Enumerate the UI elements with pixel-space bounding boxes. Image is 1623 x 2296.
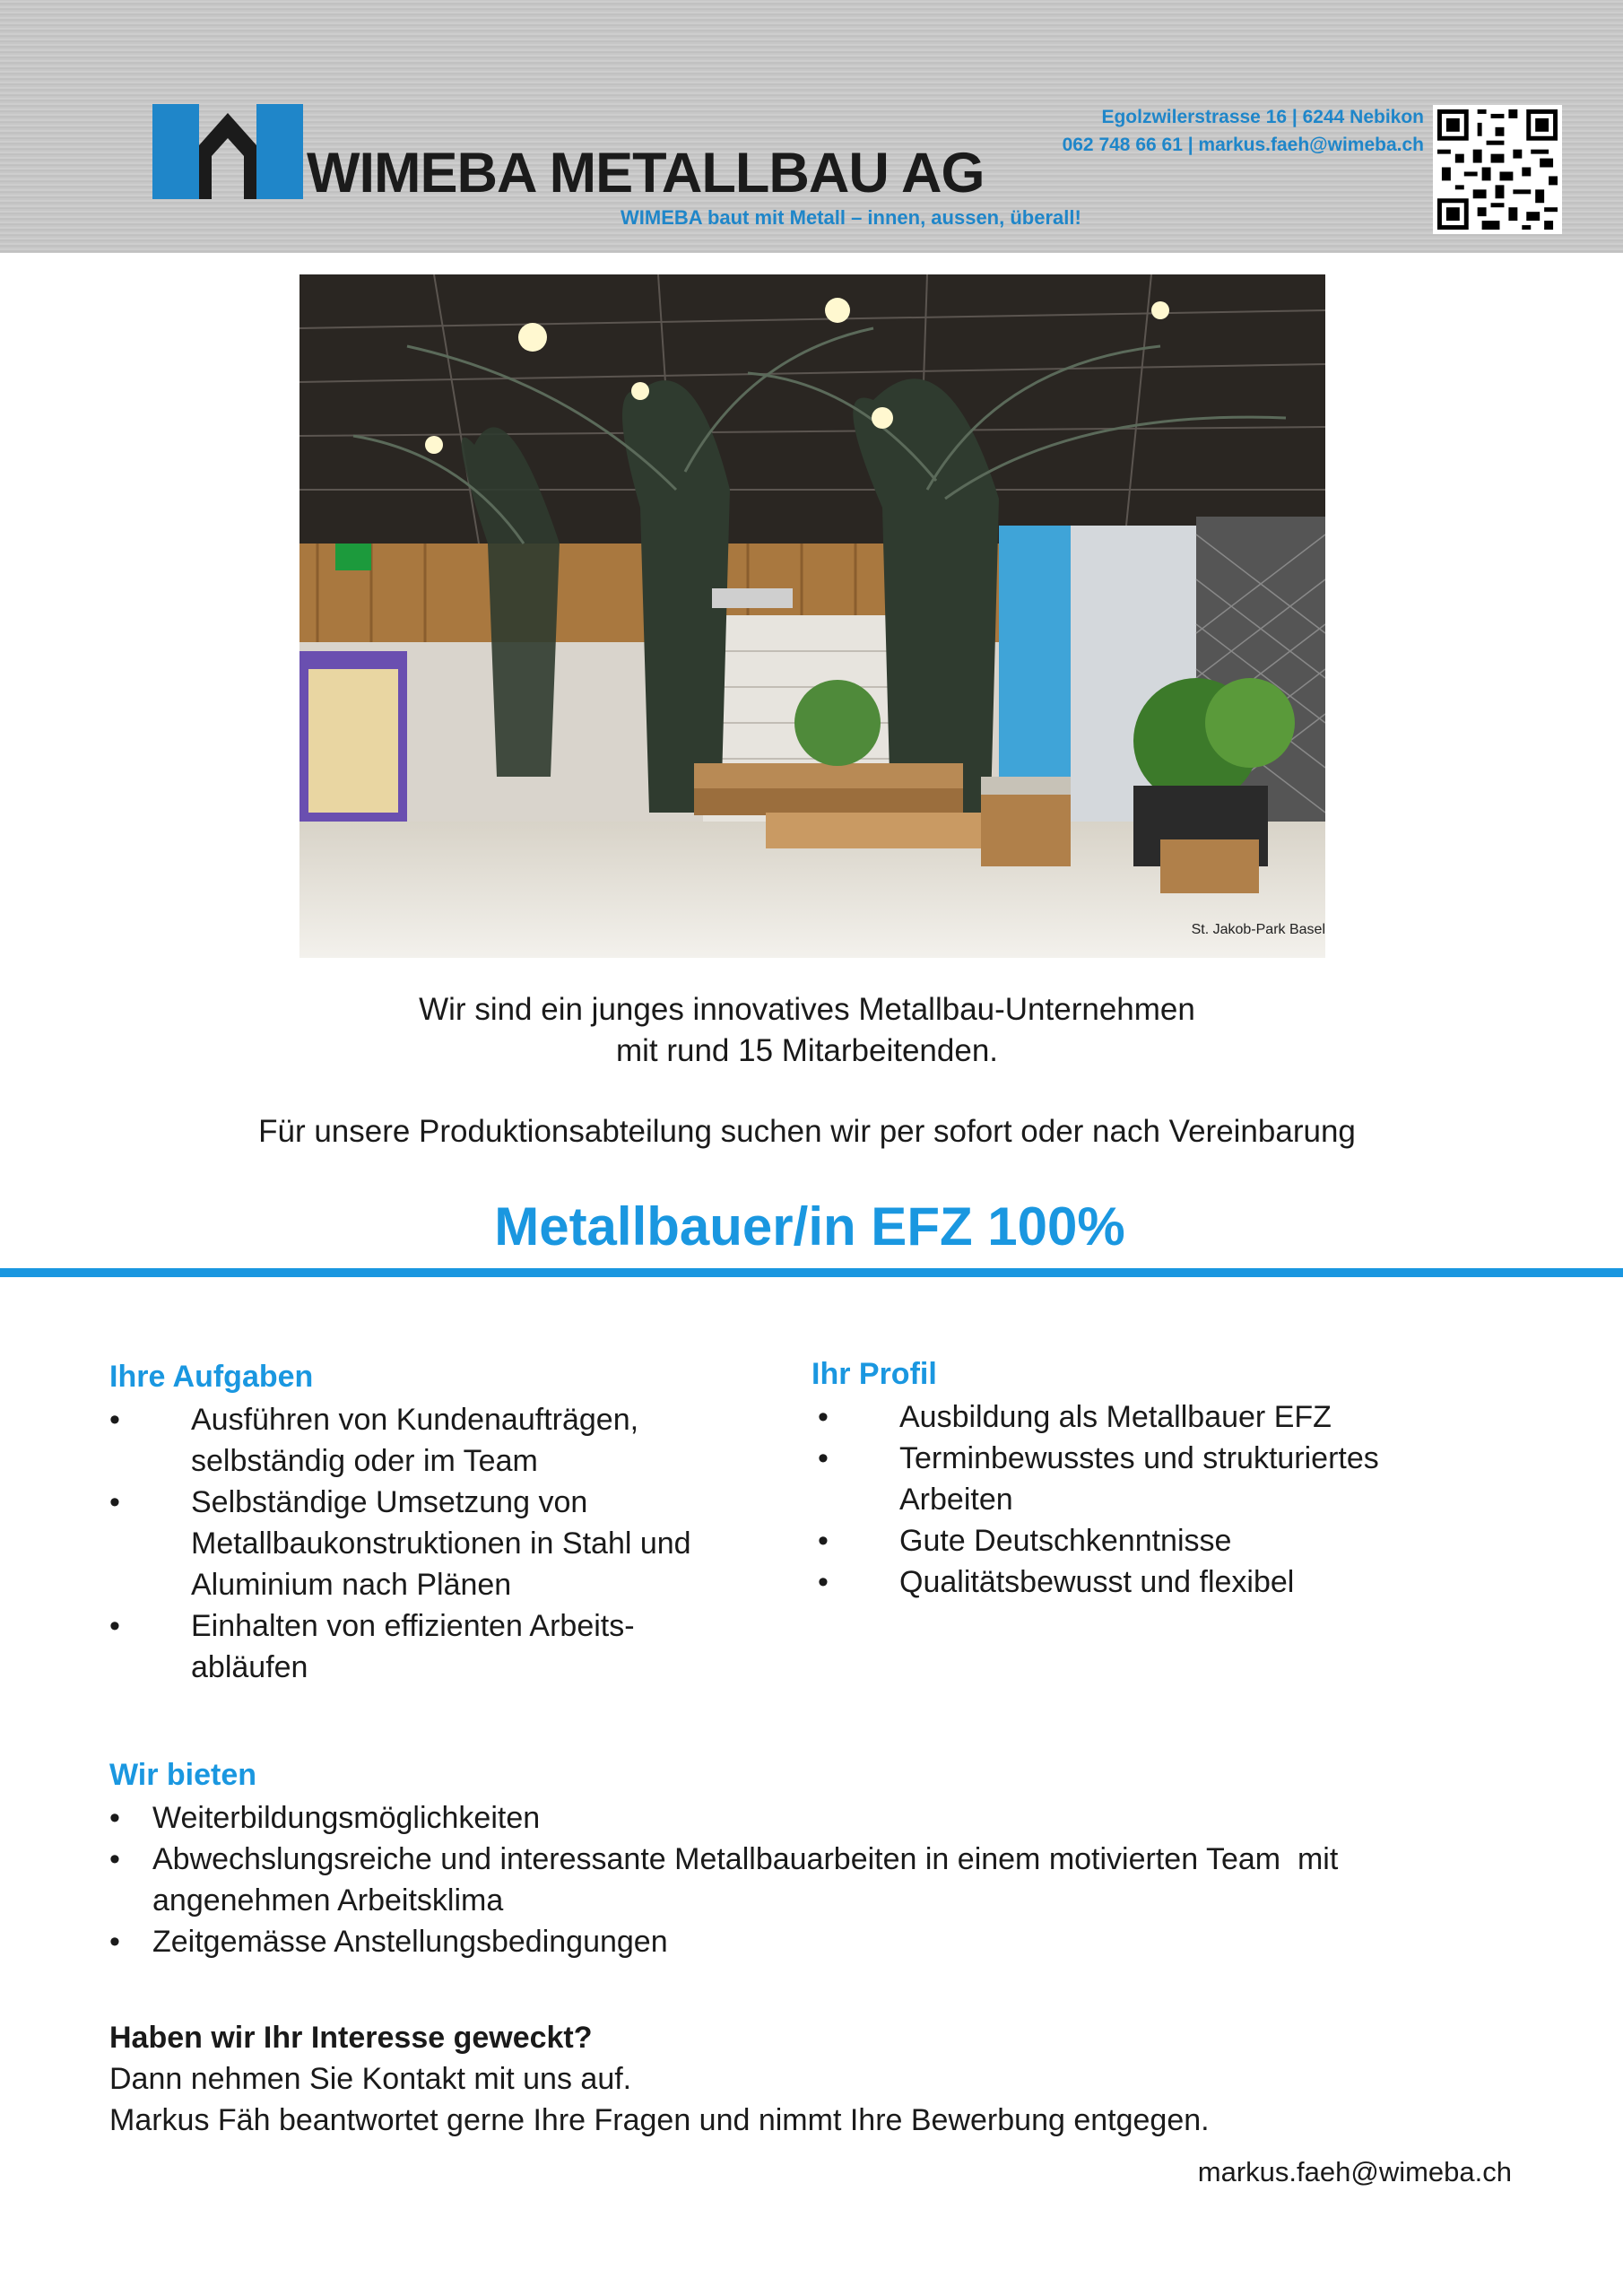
list-item-text: Aluminium nach Plänen bbox=[191, 1568, 512, 1602]
list-item bbox=[818, 1561, 1535, 1603]
bullet-icon: • bbox=[109, 1801, 120, 1835]
bullet-icon: • bbox=[109, 1485, 120, 1519]
list-item-text: angenehmen Arbeitsklima bbox=[152, 1883, 504, 1918]
list-item bbox=[109, 1605, 791, 1688]
bullet-icon: • bbox=[109, 1925, 120, 1959]
list-item bbox=[109, 1921, 1508, 1962]
bullet-icon: • bbox=[818, 1524, 829, 1558]
divider bbox=[0, 1268, 1623, 1277]
list-item-text: Abwechslungsreiche und interessante Metallbauarbeiten in einem motivierten Team mit bbox=[152, 1842, 1339, 1876]
list-item-text: abläufen bbox=[191, 1650, 308, 1684]
bullet-icon: • bbox=[109, 1403, 120, 1437]
contact-email-link[interactable]: markus.faeh@wimeba.ch bbox=[1197, 2156, 1512, 2187]
list-item-text: Arbeiten bbox=[899, 1483, 1013, 1517]
job-title: Metallbauer/in EFZ 100% bbox=[494, 1196, 1125, 1257]
closing-line-2: Markus Fäh beantwortet gerne Ihre Fragen und nimmt Ihre Bewerbung entgegen. bbox=[109, 2103, 1210, 2137]
company-address: Egolzwilerstrasse 16 | 6244 Nebikon bbox=[1101, 107, 1424, 127]
aufgaben-list bbox=[109, 1399, 791, 1688]
list-item-text: Metallbaukonstruktionen in Stahl und bbox=[191, 1526, 691, 1561]
list-item bbox=[818, 1438, 1535, 1520]
list-item bbox=[109, 1399, 791, 1482]
bullet-icon: • bbox=[818, 1441, 829, 1475]
list-item bbox=[818, 1396, 1535, 1438]
list-item-text: Einhalten von effizienten Arbeits- bbox=[191, 1609, 635, 1643]
photo-caption: St. Jakob-Park Basel bbox=[1191, 922, 1325, 937]
section-heading-aufgaben: Ihre Aufgaben bbox=[109, 1360, 314, 1394]
qr-code-icon[interactable] bbox=[1433, 105, 1562, 234]
header-banner bbox=[0, 0, 1623, 253]
profil-list bbox=[818, 1396, 1535, 1603]
company-slogan: WIMEBA baut mit Metall – innen, aussen, überall! bbox=[621, 206, 1081, 229]
company-logo-icon bbox=[152, 104, 303, 199]
list-item-text: Selbständige Umsetzung von bbox=[191, 1485, 588, 1519]
intro-line-2: mit rund 15 Mitarbeitenden. bbox=[615, 1033, 999, 1068]
bullet-icon: • bbox=[818, 1565, 829, 1599]
list-item-text: Ausführen von Kundenaufträgen, bbox=[191, 1403, 639, 1437]
bullet-icon: • bbox=[109, 1609, 120, 1643]
list-item-text: Weiterbildungsmöglichkeiten bbox=[152, 1801, 541, 1835]
bieten-list bbox=[109, 1797, 1508, 1962]
list-item bbox=[109, 1797, 1508, 1839]
list-item bbox=[109, 1839, 1508, 1921]
company-name: WIMEBA METALLBAU AG bbox=[307, 142, 985, 204]
company-intro bbox=[0, 989, 1614, 1072]
list-item bbox=[818, 1520, 1535, 1561]
phone-email: 062 748 66 61 | markus.faeh@wimeba.ch bbox=[1062, 135, 1424, 155]
section-heading-bieten: Wir bieten bbox=[109, 1758, 257, 1792]
closing-line-1: Dann nehmen Sie Kontakt mit uns auf. bbox=[109, 2062, 632, 2096]
bullet-icon: • bbox=[818, 1400, 829, 1434]
closing-question: Haben wir Ihr Interesse geweckt? bbox=[109, 2021, 593, 2055]
bullet-icon: • bbox=[109, 1842, 120, 1876]
list-item-text: Terminbewusstes und strukturiertes bbox=[899, 1441, 1379, 1475]
list-item-text: Gute Deutschkenntnisse bbox=[899, 1524, 1232, 1558]
mall-interior-photo bbox=[299, 274, 1325, 958]
list-item bbox=[109, 1482, 791, 1605]
list-item-text: Qualitätsbewusst und flexibel bbox=[899, 1565, 1295, 1599]
list-item-text: Ausbildung als Metallbauer EFZ bbox=[899, 1400, 1332, 1434]
section-heading-profil: Ihr Profil bbox=[812, 1357, 937, 1391]
list-item-text: Zeitgemässe Anstellungsbedingungen bbox=[152, 1925, 668, 1959]
list-item-text: selbständig oder im Team bbox=[191, 1444, 538, 1478]
closing-block bbox=[109, 2017, 1210, 2141]
search-statement: Für unsere Produktionsabteilung suchen wir per sofort oder nach Vereinbarung bbox=[258, 1114, 1356, 1149]
contact-info bbox=[1063, 103, 1424, 159]
intro-line-1: Wir sind ein junges innovatives Metallbau-Unternehmen bbox=[419, 992, 1195, 1027]
